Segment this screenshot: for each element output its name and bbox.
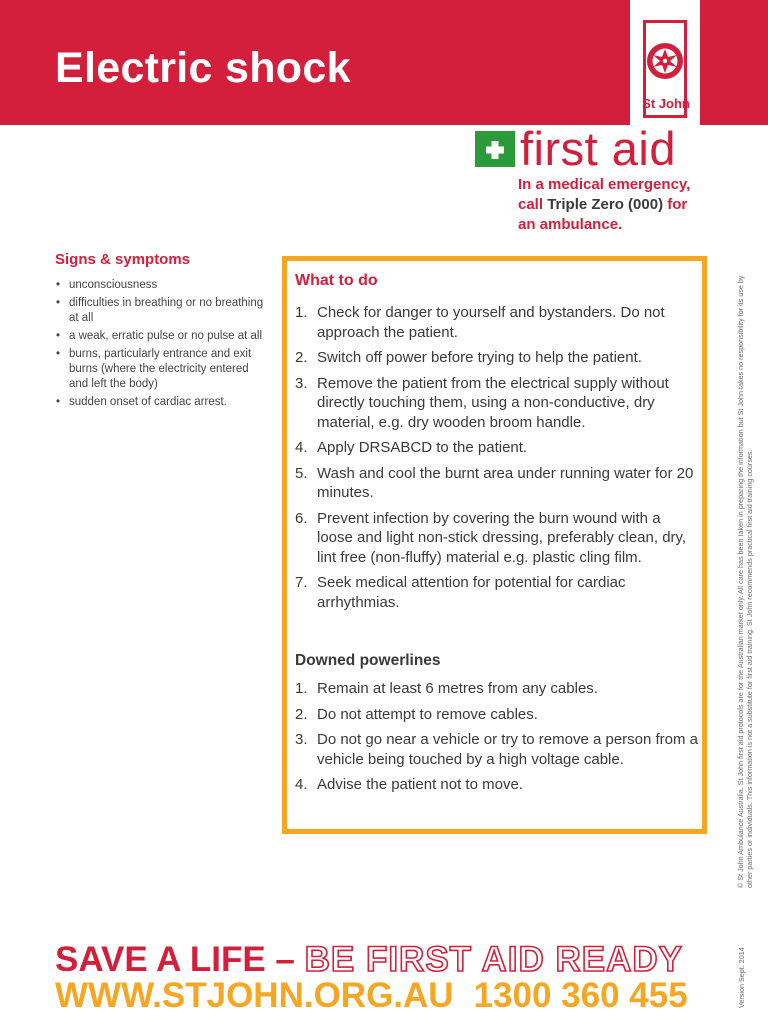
step-text: Wash and cool the burnt area under running water for 20 minutes. (317, 464, 694, 501)
step-number: 3. (295, 374, 308, 392)
step-number: 5. (295, 464, 308, 482)
list-item (295, 438, 700, 458)
step-text: Check for danger to yourself and bystanders. Do not approach the patient. (317, 304, 665, 341)
emergency-number: Triple Zero (000) (547, 196, 664, 213)
step-text: Prevent infection by covering the burn wound with a loose and light non-stick dressing, preferably clean, dry, lint free (non-fluffy) material e.g. plastic cling film. (317, 509, 687, 566)
step-number: 2. (295, 705, 308, 723)
step-text: Remain at least 6 metres from any cables. (317, 680, 598, 697)
signs-heading: Signs & symptoms (55, 251, 191, 268)
list-item (295, 775, 700, 795)
emergency-notice (518, 175, 728, 235)
website-link[interactable]: WWW.STJOHN.ORG.AU (55, 976, 454, 1015)
list-item (295, 374, 700, 433)
step-number: 1. (295, 680, 308, 697)
save-a-life-slogan (55, 940, 683, 980)
list-item: • burns, particularly entrance and exit burns (where the electricity entered and left the body) (55, 347, 270, 392)
save-a-life-text: SAVE A LIFE (55, 940, 266, 979)
downed-powerlines-steps (295, 679, 700, 801)
step-text: Seek medical attention for potential for cardiac arrhythmias. (317, 574, 626, 611)
list-item (295, 509, 700, 568)
step-text: Remove the patient from the electrical supply without directly touching them, using a non-conductive, dry material, e.g. dry wooden broom handle. (317, 374, 669, 431)
list-item (295, 303, 700, 342)
logo-label: St John (642, 96, 690, 111)
copyright-notice: © St John Ambulance Australia. St John first aid protocols are for the Australian market only. All care has been taken in preparing the information but St John takes no responsibility for its use by other parties or individuals. This information is not a substitute for first aid training. St John recommends practical first aid training courses. (736, 275, 754, 888)
version-label: Version Sept. 2014 (737, 947, 746, 1008)
step-number: 4. (295, 439, 308, 456)
list-item (295, 464, 700, 503)
what-to-do-steps (295, 303, 700, 618)
first-aid-wordmark: first aid (520, 122, 676, 175)
downed-powerlines-heading: Downed powerlines (295, 652, 441, 669)
emergency-call: call (518, 196, 544, 213)
be-first-aid-ready-text: BE FIRST AID READY (304, 940, 683, 979)
step-number: 7. (295, 574, 308, 591)
list-item (295, 705, 700, 725)
emergency-line-1: In a medical emergency, (518, 176, 691, 193)
what-to-do-heading: What to do (295, 272, 378, 289)
st-john-cross-icon (645, 41, 685, 81)
first-aid-cross-icon (475, 131, 515, 167)
step-number: 3. (295, 731, 308, 748)
step-number: 6. (295, 509, 308, 527)
emergency-line-3: an ambulance. (518, 216, 623, 233)
emergency-for: for (667, 196, 688, 213)
contact-line (55, 976, 688, 1016)
list-item (295, 573, 700, 612)
step-text: Do not attempt to remove cables. (317, 705, 538, 723)
page-title: Electric shock (55, 44, 351, 92)
step-text: Do not go near a vehicle or try to remove a person from a vehicle being touched by a high voltage cable. (317, 731, 699, 768)
list-item: • sudden onset of cardiac arrest. (55, 395, 270, 410)
step-text: Apply DRSABCD to the patient. (317, 439, 528, 456)
signs-list (55, 278, 270, 413)
step-number: 4. (295, 776, 308, 793)
step-number: 1. (295, 304, 308, 321)
step-number: 2. (295, 349, 308, 366)
list-item (295, 730, 700, 769)
list-item: • a weak, erratic pulse or no pulse at all (55, 329, 270, 344)
list-item: • unconsciousness (55, 278, 270, 293)
slogan-dash: – (275, 940, 295, 979)
phone-number[interactable]: 1300 360 455 (473, 976, 688, 1015)
list-item (295, 679, 700, 699)
step-text: Switch off power before trying to help the patient. (317, 349, 642, 366)
list-item (295, 348, 700, 368)
step-text: Advise the patient not to move. (317, 776, 523, 793)
list-item: • difficulties in breathing or no breathing at all (55, 296, 270, 326)
